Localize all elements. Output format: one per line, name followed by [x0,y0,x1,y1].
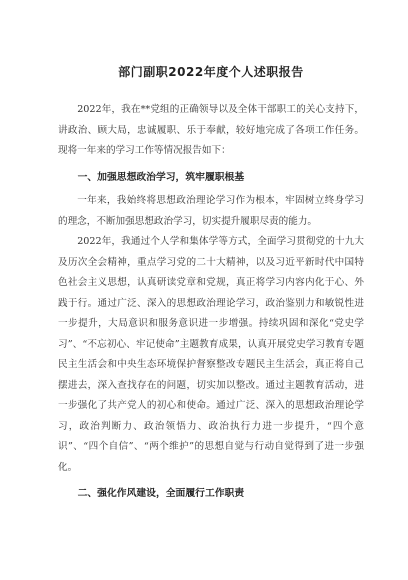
section-2-heading: 二、强化作风建设，全面履行工作职责 [77,488,245,499]
section-1-heading: 一、加强思想政治学习，筑牢履职根基 [77,171,245,183]
section-1-paragraph-2: 2022年，我通过个人学和集体学等方式，全面学习贯彻党的十九大及历次全会精神，重点学习党的二十大精神，以及习近平新时代中国特色社会主义思想，认真研读党章和党规，真正将学习内容内化于心、外践于行。通过广泛、深入的思想政治理论学习，政治鉴别力和敏锐性进一步提升，大局意识和服务意识进一步增强。持续巩固和深化“党史学习”、“不忘初心、牢记使命”主题教育成果，认真开展党史学习教育专题民主生活会和中央生态环境保护督察整改专题民主生活会，真正将自己摆进去，深入查找存在的问题，切实加以整改。通过主题教育活动，进一步强化了共产党人的初心和使命。通过广泛、深入的思想政治理论学习，政治判断力、政治领悟力、政治执行力进一步提升，“四个意识”、“四个自信”、“两个维护”的思想自觉与行动自觉得到了进一步强化。 [58,236,364,473]
section-1-paragraph-1: 一年来，我始终将思想政治理论学习作为根本，牢固树立终身学习的理念，不断加强思想政治学习，切实提升履职尽责的能力。 [58,195,364,227]
document-title: 部门副职2022年度个人述职报告 [118,65,304,79]
intro-paragraph: 2022年，我在**党组的正确领导以及全体干部职工的关心支持下，讲政治、顾大局，忠诚履职、乐于奉献，较好地完成了各项工作任务。现将一年来的学习工作等情况报告如下： [58,104,364,156]
